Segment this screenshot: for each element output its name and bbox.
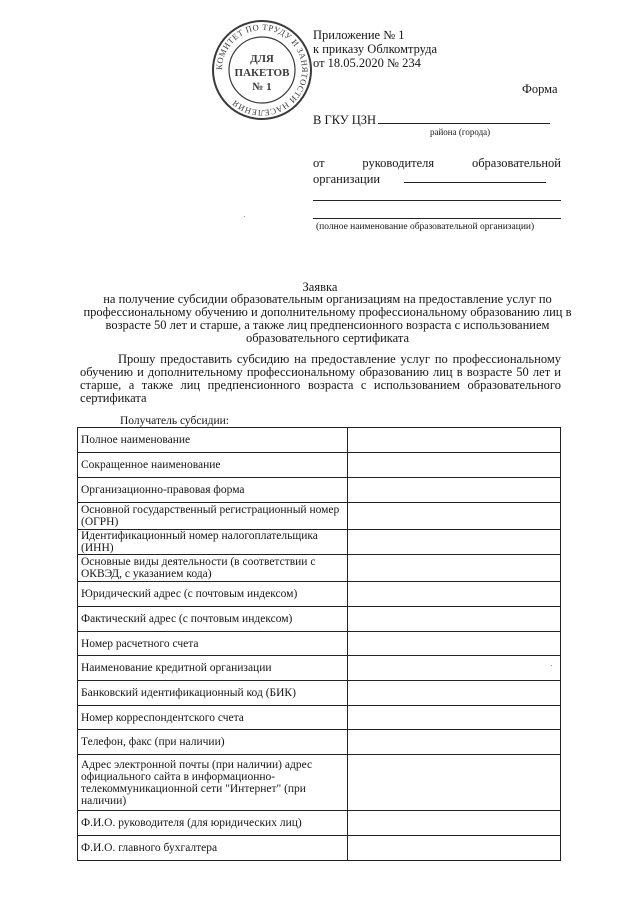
row-value-field[interactable] [348, 453, 561, 478]
from-word: от [313, 156, 325, 170]
row-label: Фактический адрес (с почтовым индексом) [78, 607, 348, 632]
table-row [78, 706, 561, 730]
row-label: Сокращенное наименование [78, 453, 348, 478]
document-heading: на получение субсидии образовательным организациям на предоставление услуг по профессиональному обучению и дополнительному профессиональному образованию лиц в возрасте 50 лет и старше, а также лиц предпенсионного возраста с использованием образовательного сертификата [83, 292, 572, 345]
stamp-line-1: ДЛЯ [250, 53, 274, 65]
row-value-field[interactable] [348, 730, 561, 755]
sender-blank-1 [404, 171, 546, 183]
table-row [78, 478, 561, 503]
row-value-field[interactable] [348, 503, 561, 530]
row-value-field[interactable] [348, 607, 561, 632]
row-label: Номер корреспондентского счета [78, 706, 348, 730]
row-value-field[interactable] [348, 836, 561, 861]
row-label: Организационно-правовая форма [78, 478, 348, 503]
table-row [78, 730, 561, 755]
svg-text:КОМИТЕТ ПО ТРУДУ И ЗАНЯТОСТИ Н: КОМИТЕТ ПО ТРУДУ И ЗАНЯТОСТИ НАСЕЛЕНИЯ [213, 21, 311, 119]
appendix-line-1: Приложение № 1 [313, 28, 405, 42]
from-org-word: организации [313, 172, 381, 186]
sender-blank-2 [313, 200, 561, 201]
table-row [78, 681, 561, 706]
row-value-field[interactable] [348, 530, 561, 555]
table-row [78, 530, 561, 555]
table-row [78, 607, 561, 632]
row-label: Идентификационный номер налогоплательщика (ИНН) [78, 530, 348, 555]
org-name-note: (полное наименование образовательной организации) [316, 222, 535, 232]
sender-block [313, 156, 561, 187]
form-label: Форма [522, 82, 558, 96]
request-paragraph: Прошу предоставить субсидию на предоставление услуг по профессиональному обучению и дополнительному профессиональному образованию лиц в возрасте 50 лет и старше, а также лиц предпенсионного возраста с использованием образовательного сертификата [80, 352, 561, 405]
scan-speck [551, 665, 552, 666]
document-title: Заявка [302, 280, 338, 294]
stamp-line-3: № 1 [252, 81, 272, 93]
table-row [78, 503, 561, 530]
table-row [78, 428, 561, 453]
row-label: Юридический адрес (с почтовым индексом) [78, 582, 348, 607]
row-value-field[interactable] [348, 811, 561, 836]
table-row [78, 656, 561, 681]
row-label: Наименование кредитной организации [78, 656, 348, 681]
addressee-prefix: В ГКУ ЦЗН [313, 113, 377, 127]
sender-blank-3 [313, 218, 561, 219]
row-label: Полное наименование [78, 428, 348, 453]
row-value-field[interactable] [348, 706, 561, 730]
appendix-line-2: к приказу Облкомтруда [313, 42, 438, 56]
table-row [78, 632, 561, 656]
row-label: Ф.И.О. руководителя (для юридических лиц) [78, 811, 348, 836]
appendix-reference [313, 28, 437, 70]
row-label: Адрес электронной почты (при наличии) адрес официального сайта в информационно-телекоммуникационной сети "Интернет" (при наличии) [78, 755, 348, 811]
organization-stamp [210, 18, 314, 122]
row-value-field[interactable] [348, 428, 561, 453]
from-edu-word: образовательной [471, 156, 561, 170]
table-row [78, 582, 561, 607]
addressee-line [313, 112, 550, 128]
row-value-field[interactable] [348, 681, 561, 706]
recipient-label: Получатель субсидии: [120, 415, 229, 427]
scan-speck [244, 216, 245, 217]
row-value-field[interactable] [348, 555, 561, 582]
row-label: Номер расчетного счета [78, 632, 348, 656]
row-label: Основные виды деятельности (в соответствии с ОКВЭД, с указанием кода) [78, 555, 348, 582]
row-label: Банковский идентификационный код (БИК) [78, 681, 348, 706]
row-value-field[interactable] [348, 755, 561, 811]
table-row [78, 811, 561, 836]
row-label: Ф.И.О. главного бухгалтера [78, 836, 348, 861]
addressee-blank [378, 112, 550, 124]
row-value-field[interactable] [348, 632, 561, 656]
region-note: района (города) [430, 127, 491, 137]
stamp-line-2: ПАКЕТОВ [234, 67, 290, 79]
row-label: Основной государственный регистрационный номер (ОГРН) [78, 503, 348, 530]
row-value-field[interactable] [348, 478, 561, 503]
row-value-field[interactable] [348, 656, 561, 681]
row-value-field[interactable] [348, 582, 561, 607]
table-row [78, 555, 561, 582]
table-row [78, 836, 561, 861]
table-row [78, 453, 561, 478]
table-row [78, 755, 561, 811]
appendix-line-3: от 18.05.2020 № 234 [313, 56, 421, 70]
row-label: Телефон, факс (при наличии) [78, 730, 348, 755]
from-head-word: руководителя [362, 156, 435, 170]
recipient-table [77, 427, 561, 861]
